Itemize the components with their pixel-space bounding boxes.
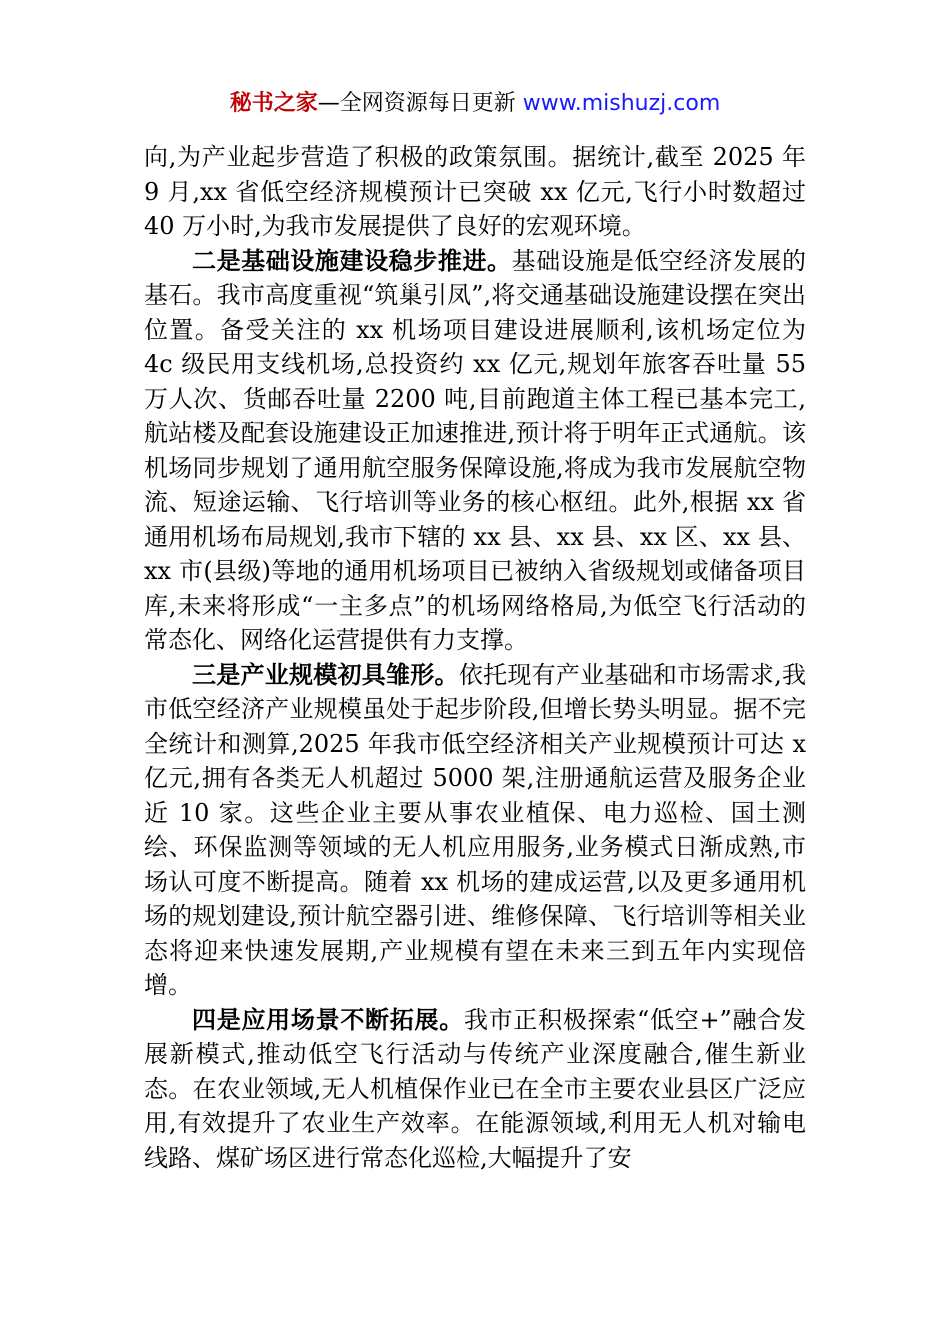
paragraph-2 (144, 244, 806, 658)
paragraph-1 (144, 140, 806, 244)
header-brand: 秘书之家 (229, 91, 318, 116)
paragraph-4-lead: 四是应用场景不断拓展。 (192, 1005, 464, 1034)
page-header (0, 88, 950, 120)
header-tagline: —全网资源每日更新 (317, 91, 523, 116)
paragraph-4-text: 我市正积极探索“低空+”融合发展新模式,推动低空飞行活动与传统产业深度融合,催生新业态。在农业领域,无人机植保作业已在全市主要农业县区广泛应用,有效提升了农业生产效率。在能源领域,利用无人机对输电线路、煤矿场区进行常态化巡检,大幅提升了安 (144, 1005, 806, 1172)
paragraph-1-text: 向,为产业起步营造了积极的政策氛围。据统计,截至 2025 年 9 月,xx 省低空经济规模预计已突破 xx 亿元,飞行小时数超过 40 万小时,为我市发展提供了良好的宏观环境。 (144, 143, 806, 240)
paragraph-2-lead: 二是基础设施建设稳步推进。 (192, 246, 512, 275)
paragraph-3-text: 依托现有产业基础和市场需求,我市低空经济产业规模虽处于起步阶段,但增长势头明显。据不完全统计和测算,2025 年我市低空经济相关产业规模预计可达 x 亿元,拥有各类无人机超过 5000 架,注册通航运营及服务企业近 10 家。这些企业主要从事农业植保、电力巡检、国土测绘、环保监测等领域的无人机应用服务,业务模式日渐成熟,市场认可度不断提高。随着 xx 机场的建成运营,以及更多通用机场的规划建设,预计航空器引进、维修保障、飞行培训等相关业态将迎来快速发展期,产业规模有望在未来三到五年内实现倍增。 (144, 660, 807, 999)
header-url-link[interactable]: www.mishuzj.com (522, 91, 721, 116)
paragraph-2-text: 基础设施是低空经济发展的基石。我市高度重视“筑巢引凤”,将交通基础设施建设摆在突出位置。备受关注的 xx 机场项目建设进展顺利,该机场定位为 4c 级民用支线机场,总投资约 xx 亿元,规划年旅客吞吐量 55 万人次、货邮吞吐量 2200 吨,目前跑道主体工程已基本完工,航站楼及配套设施建设正加速推进,预计将于明年正式通航。该机场同步规划了通用航空服务保障设施,将成为我市发展航空物流、短途运输、飞行培训等业务的核心枢纽。此外,根据 xx 省通用机场布局规划,我市下辖的 xx 县、xx 县、xx 区、xx 县、xx 市(县级)等地的通用机场项目已被纳入省级规划或储备项目库,未来将形成“一主多点”的机场网络格局,为低空飞行活动的常态化、网络化运营提供有力支撑。 (144, 246, 807, 654)
body-text (144, 140, 806, 1175)
paragraph-3 (144, 658, 806, 1003)
paragraph-4 (144, 1003, 806, 1176)
paragraph-3-lead: 三是产业规模初具雏形。 (192, 660, 459, 689)
